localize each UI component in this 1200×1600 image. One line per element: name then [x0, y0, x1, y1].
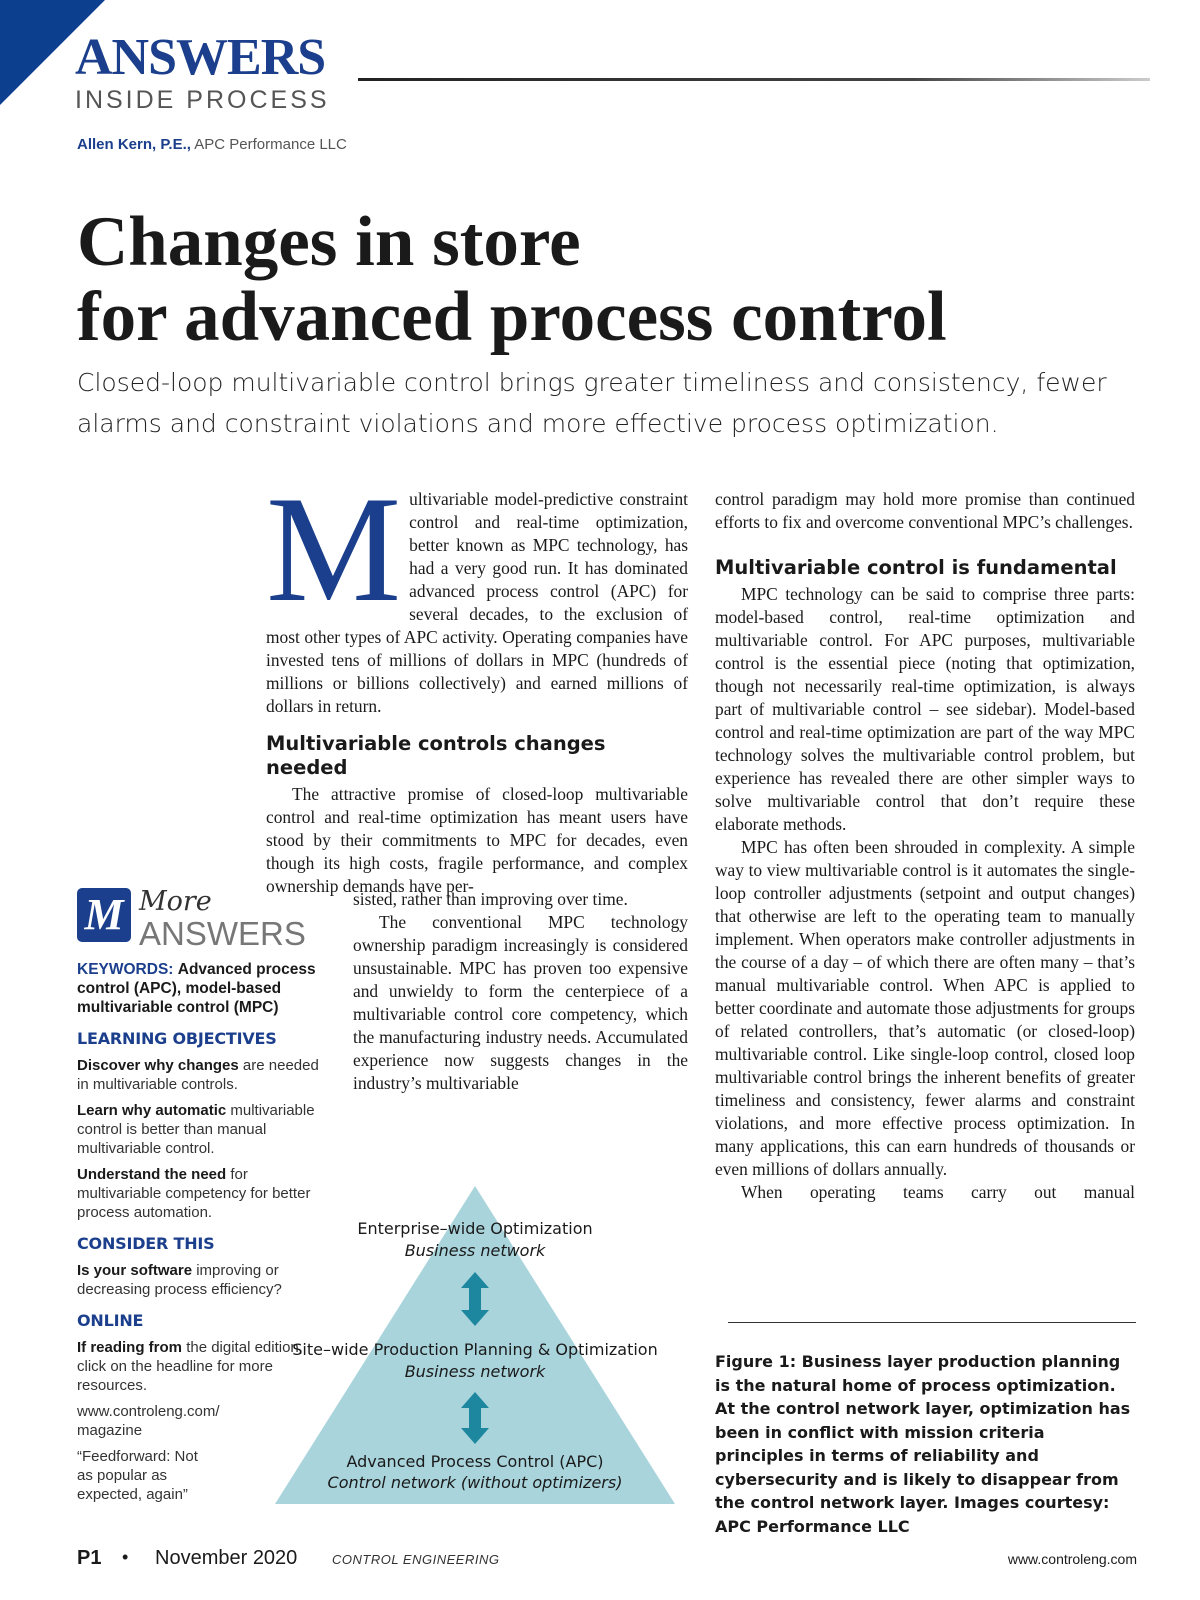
more-answers-logo: [77, 888, 327, 950]
headline-line-2: for advanced process control: [77, 278, 947, 356]
keywords-text: Advanced process control (APC), model-based multivariable control (MPC): [77, 961, 316, 1016]
lo-text: are needed in multivariable controls.: [77, 1057, 319, 1093]
online-bold: If reading from: [77, 1339, 183, 1356]
article-paragraph-cont: sisted, rather than improving over time.: [353, 889, 628, 909]
tier2-subtitle: Business network: [404, 1362, 546, 1381]
tier1-subtitle: Business network: [404, 1241, 546, 1260]
author-name: Allen Kern, P.E.,: [77, 136, 191, 153]
article-paragraph: MPC technology can be said to comprise three parts: model-based control, real-time optimization and multivariable control. For APC purposes, multivariable control is the essential piece (noting that optimization, though not necessarily real-time optimization, is always part of multivariable control – see sidebar). Model-based control and real-time optimization are part of the way MPC technology solves the multivariable control problem, but experience has revealed there are other simpler ways to solve multivariable control that don’t require these elaborate methods.: [715, 584, 1135, 834]
page-number: P1: [77, 1547, 102, 1569]
deck-subtitle: Closed-loop multivariable control brings greater timeliness and consistency, fewer alarms and constraint violations and more effective process optimization.: [77, 368, 1107, 438]
subhead-changes-needed: Multivariable controls changes needed: [266, 732, 606, 779]
figure-caption: Figure 1: Business layer production planning is the natural home of process optimization. At the control network layer, optimization has been in conflict with mission criteria principles in terms of reliability and cybersecurity and is likely to disappear from the control network layer. Images courtesy: APC Performance LLC: [715, 1352, 1131, 1536]
keywords: [77, 960, 332, 1017]
author-company: APC Performance LLC: [194, 136, 347, 153]
article-paragraph: MPC has often been shrouded in complexity. A simple way to view multivariable control is it automates the single-loop controller adjustments (setpoint and output changes) that otherwise are left to the operating team to manually implement. When operators make controller adjustments in the course of a day – of which there are often many – that’s manual multivariable control. When APC is applied to better coordinate and automate those adjustments for groups of related controllers, that’s automatic (or closed-loop) multivariable control. Like single-loop control, closed loop multivariable control brings the inherent benefits of greater timeliness and consistency, fewer alarms and constraint violations, and more effective process optimization. In many applications, this can earn hundreds of thousands or even millions of dollars annually.: [715, 837, 1135, 1179]
online-rest: the digital edition, click on the headline for more resources.: [77, 1339, 303, 1394]
learning-objective: [77, 1056, 332, 1094]
tier3-title: Advanced Process Control (APC): [346, 1452, 604, 1471]
related-link-line-1: “Feedforward: Not: [77, 1448, 198, 1465]
related-link-line-3: expected, again”: [77, 1486, 188, 1503]
issue-date: November 2020: [155, 1547, 298, 1569]
section-brand-title: ANSWERS: [75, 29, 326, 86]
headline[interactable]: [77, 205, 1157, 355]
more-answers-wordmark: [139, 888, 306, 950]
drop-cap: M: [266, 465, 402, 633]
consider-this-heading: CONSIDER THIS: [77, 1234, 215, 1253]
lo-text: for multivariable competency for better process automation.: [77, 1166, 311, 1221]
article-column-2: [715, 488, 1135, 1204]
article-column-1-lower: [353, 888, 688, 1095]
footer-url[interactable]: www.controleng.com: [1007, 1551, 1137, 1567]
tier3-subtitle: Control network (without optimizers): [327, 1473, 623, 1492]
figure-pyramid-diagram: [265, 1180, 685, 1510]
magazine-name: CONTROL ENGINEERING: [332, 1552, 500, 1567]
article-paragraph: The conventional MPC technology ownership paradigm increasingly is considered unsustainable. MPC has proven too expensive and unwieldy to form the centerpiece of a multivariable control core competency, which the manufacturing industry needs. Accumulated experience now suggests changes in the industry’s multivariable: [353, 912, 688, 1093]
lo-bold: Discover why changes: [77, 1057, 239, 1074]
related-link-line-2: as popular as: [77, 1467, 168, 1484]
more-answers-m-icon: M: [77, 888, 131, 942]
learning-objectives-heading: LEARNING OBJECTIVES: [77, 1029, 277, 1048]
lo-bold: Understand the need: [77, 1166, 227, 1183]
footer-bullet: •: [122, 1547, 129, 1567]
magazine-link-line-1: www.controleng.com/: [77, 1403, 220, 1420]
lo-text: multivariable control is better than manual multivariable control.: [77, 1102, 315, 1157]
article-intro: ultivariable model-predictive constraint control and real-time optimization, better known as MPC technology, has had a very good run. It has dominated advanced process control (APC) for several decades, to the exclusion of most other types of APC activity. Operating companies have invested tens of millions of dollars in MPC (hundreds of millions or billions collectively) and earned millions of dollars in return.: [266, 489, 688, 716]
ct-bold: Is your software: [77, 1262, 193, 1279]
answers-label: ANSWERS: [139, 915, 306, 952]
magazine-link-line-2: magazine: [77, 1422, 143, 1439]
article-column-1: [266, 465, 688, 898]
page-footer: [77, 1547, 1137, 1571]
tier2-title: Site–wide Production Planning & Optimization: [292, 1340, 658, 1359]
section-brand-subtitle: INSIDE PROCESS: [75, 86, 330, 114]
tier1-title: Enterprise–wide Optimization: [357, 1219, 593, 1238]
byline: [77, 136, 347, 153]
online-heading: ONLINE: [77, 1311, 144, 1330]
caption-rule: [728, 1322, 1136, 1323]
keywords-label: KEYWORDS:: [77, 961, 174, 978]
learning-objective: [77, 1101, 332, 1158]
subhead-fundamental: Multivariable control is fundamental: [715, 556, 1117, 579]
ct-text: improving or decreasing process efficiency?: [77, 1262, 282, 1298]
article-paragraph: When operating teams carry out manual: [741, 1182, 1135, 1202]
headline-line-1: Changes in store: [77, 203, 581, 281]
article-paragraph: The attractive promise of closed-loop multivariable control and real-time optimization has meant users have stood by their commitments to MPC for decades, even though its high costs, fragile performance, and complex ownership demands have per-: [266, 784, 688, 896]
lo-bold: Learn why automatic: [77, 1102, 227, 1119]
header-rule: [358, 78, 1150, 81]
article-paragraph-cont: control paradigm may hold more promise than continued efforts to fix and overcome conventional MPC’s challenges.: [715, 489, 1135, 532]
more-label: More: [139, 886, 212, 917]
